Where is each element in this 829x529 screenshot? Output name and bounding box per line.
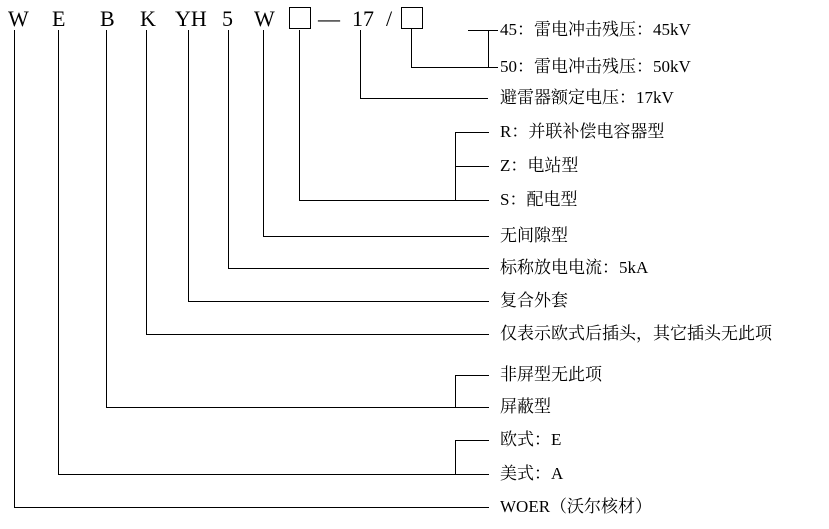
code-char-5: 5 [222, 6, 233, 31]
leader-h-gapless [263, 236, 489, 237]
code-char-dash: — [318, 6, 340, 31]
label-type-s: S：配电型 [500, 190, 578, 209]
code-char-e: E [52, 6, 66, 31]
label-non-shield: 非屏型无此项 [500, 365, 602, 384]
leader-h-jacket [188, 301, 489, 302]
label-euro-e: 欧式：E [500, 430, 562, 449]
label-type-r: R：并联补偿电容器型 [500, 122, 665, 141]
code-char-w2: W [254, 6, 275, 31]
code-placeholder-box-residual [401, 7, 423, 29]
code-char-b: B [100, 6, 115, 31]
leader-h-type-base [299, 200, 489, 201]
leader-v-residual-join [488, 30, 489, 67]
leader-h-rated [360, 98, 488, 99]
label-type-z: Z：电站型 [500, 156, 579, 175]
leader-v-jacket [188, 30, 189, 301]
leader-v-gapless [263, 30, 264, 236]
label-usa-a: 美式：A [500, 464, 564, 483]
leader-h-euro-base [58, 474, 489, 475]
label-euro-plug-only: 仅表示欧式后插头，其它插头无此项 [500, 324, 772, 343]
leader-v-shield [106, 30, 107, 407]
leader-v-shield-join [455, 375, 456, 407]
leader-h-residual-45 [468, 30, 498, 31]
code-char-k: K [140, 6, 156, 31]
label-gapless: 无间隙型 [500, 226, 568, 245]
leader-v-residual [411, 29, 412, 67]
leader-v-euro-join [455, 440, 456, 474]
leader-h-current [228, 268, 489, 269]
leader-v-euro [58, 30, 59, 474]
leader-v-europlug [146, 30, 147, 334]
code-placeholder-box-type [289, 7, 311, 29]
label-nominal-current: 标称放电电流：5kA [500, 258, 649, 277]
leader-h-maker [14, 507, 489, 508]
leader-h-europlug [146, 334, 489, 335]
label-manufacturer: WOER（沃尔核材） [500, 497, 653, 516]
leader-h-type-z [455, 166, 489, 167]
label-shield: 屏蔽型 [500, 397, 551, 416]
label-rated-voltage: 避雷器额定电压：17kV [500, 88, 674, 107]
leader-h-euro-e [455, 440, 489, 441]
leader-v-type [299, 30, 300, 200]
label-residual-50: 50：雷电冲击残压：50kV [500, 57, 691, 76]
leader-h-residual-50 [468, 67, 498, 68]
label-composite-jacket: 复合外套 [500, 291, 568, 310]
leader-v-maker [14, 30, 15, 507]
leader-h-type-r [455, 132, 489, 133]
leader-v-rated [360, 30, 361, 98]
label-residual-45: 45：雷电冲击残压：45kV [500, 20, 691, 39]
leader-h-shield-non [455, 375, 489, 376]
code-char-w1: W [8, 6, 29, 31]
code-char-yh: YH [175, 6, 207, 31]
code-char-slash: / [386, 6, 393, 31]
code-char-17: 17 [352, 6, 374, 31]
leader-h-shield-base [106, 407, 489, 408]
leader-v-current [228, 30, 229, 268]
